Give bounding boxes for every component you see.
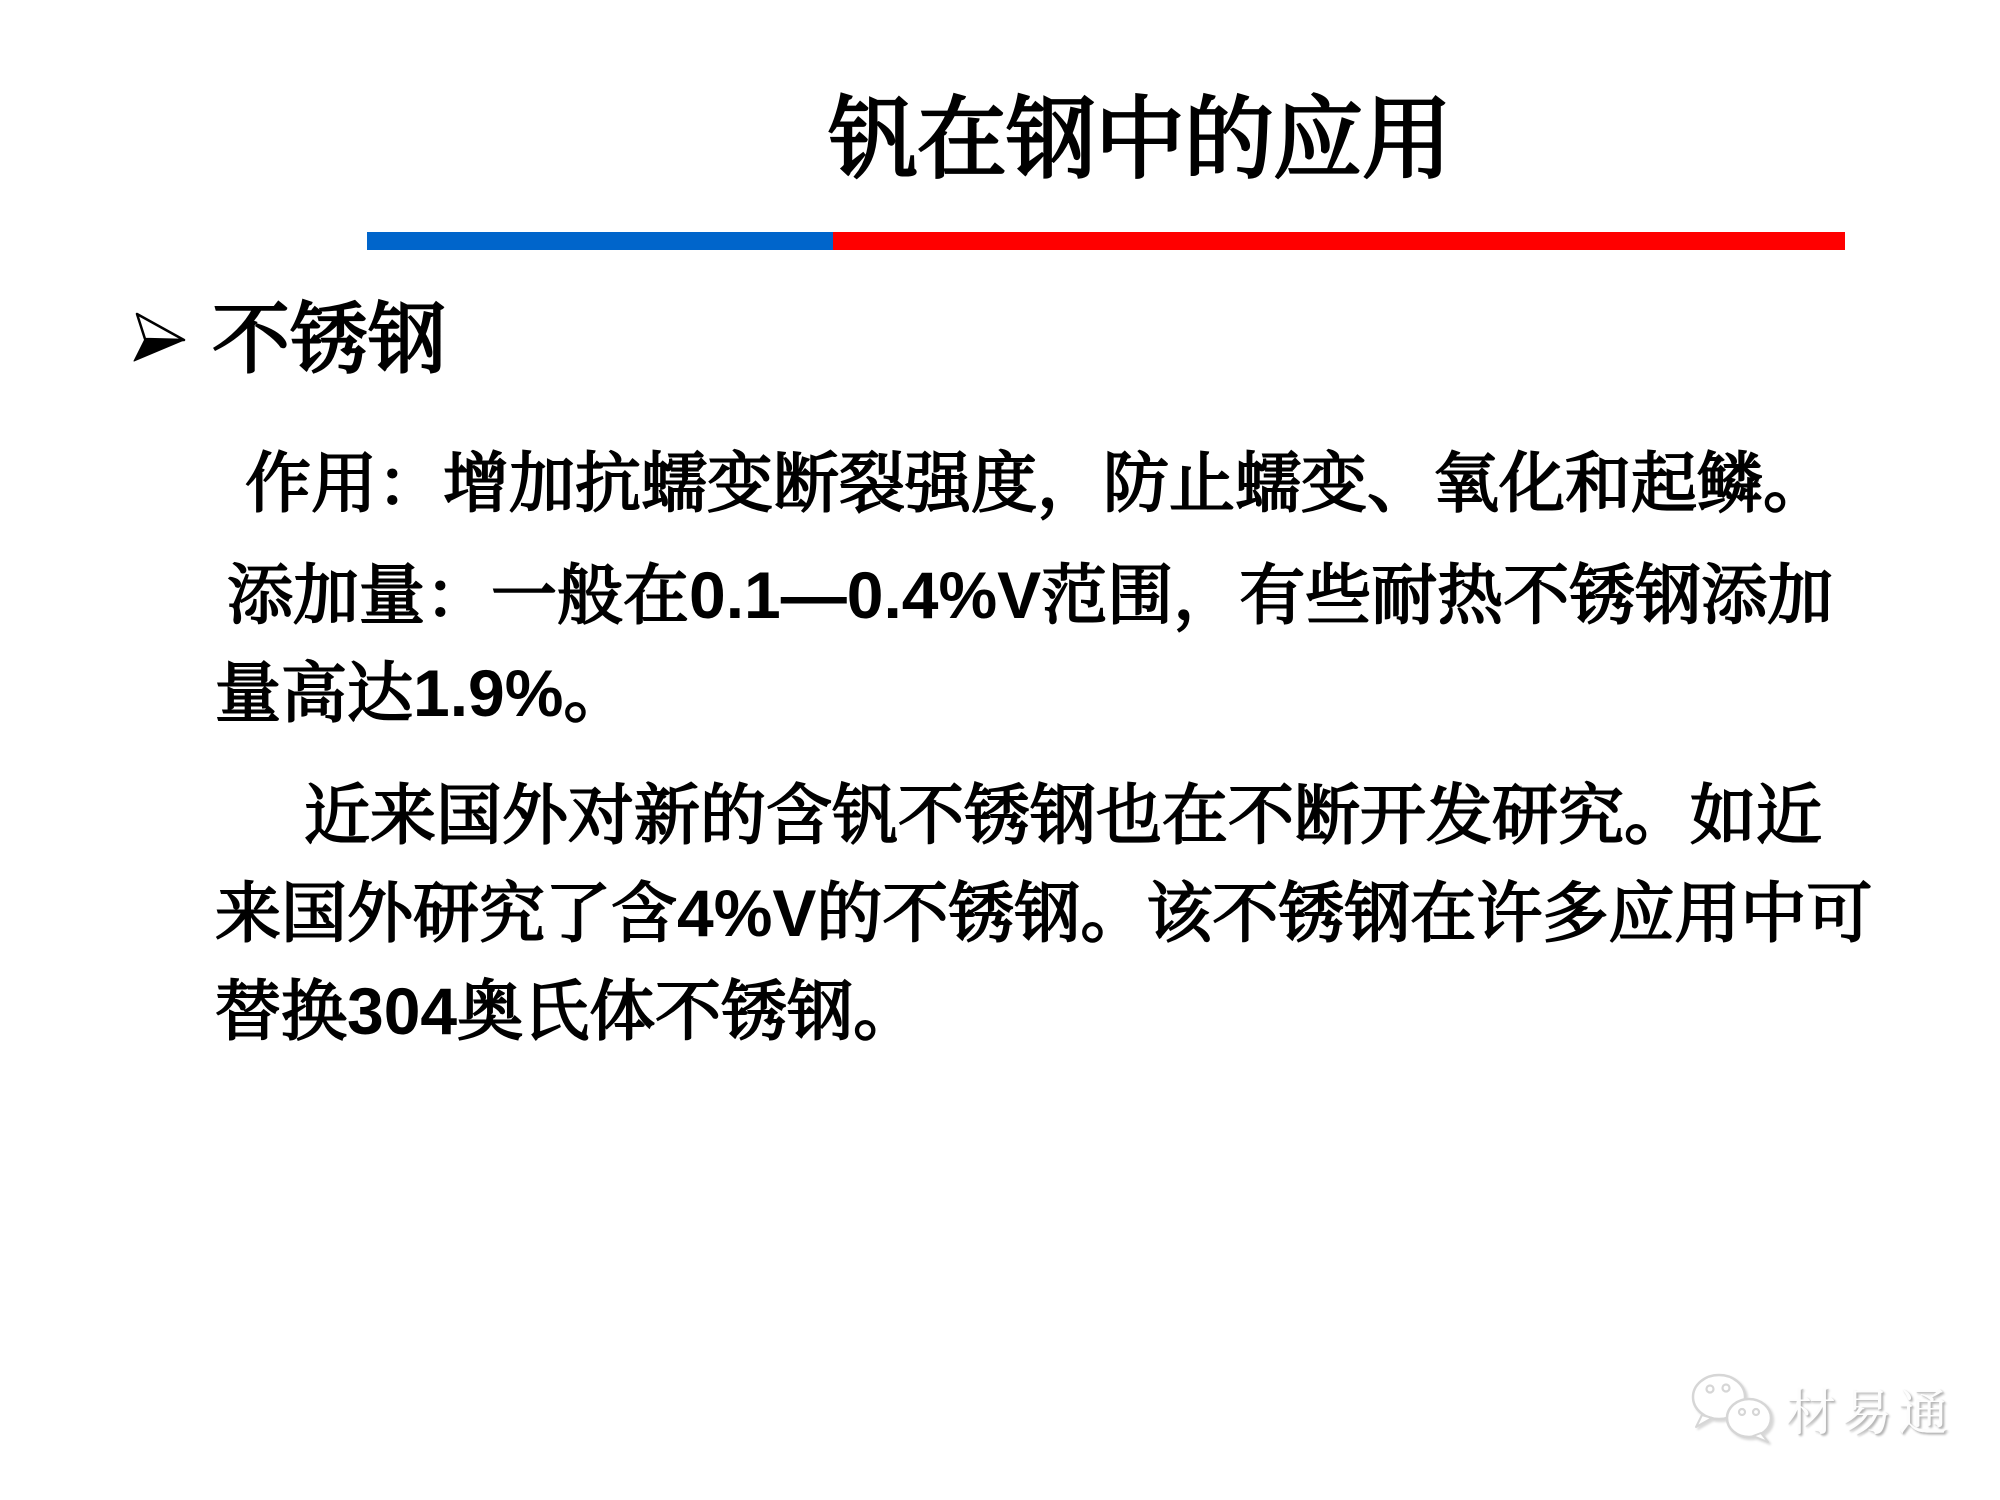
watermark-text: 材易通 bbox=[1786, 1385, 1954, 1441]
paragraph-line: 量高达1.9%。 bbox=[215, 656, 630, 730]
arrowhead-bullet-icon bbox=[132, 310, 190, 364]
title-divider-rule bbox=[367, 232, 1845, 250]
paragraph-research bbox=[215, 766, 1935, 1060]
body-text-block bbox=[215, 434, 1935, 1060]
divider-blue-segment bbox=[367, 232, 833, 250]
paragraph-addition-amount bbox=[215, 546, 1935, 742]
paragraph-line: 近来国外对新的含钒不锈钢也在不断开发研究。如近 bbox=[304, 778, 1822, 852]
slide-title: 钒在钢中的应用 bbox=[828, 90, 1451, 190]
watermark bbox=[1688, 1372, 1954, 1446]
paragraph-line: 添加量：一般在0.1—0.4%V范围，有些耐热不锈钢添加 bbox=[227, 558, 1834, 632]
wechat-logo-icon bbox=[1688, 1372, 1780, 1446]
divider-red-segment bbox=[833, 232, 1845, 250]
section-heading-label: 不锈钢 bbox=[212, 295, 447, 383]
paragraph-line: 替换304奥氏体不锈钢。 bbox=[215, 974, 920, 1048]
paragraph-line: 来国外研究了含4%V的不锈钢。该不锈钢在许多应用中可 bbox=[215, 876, 1873, 950]
paragraph-function bbox=[215, 434, 1935, 532]
paragraph-line: 作用：增加抗蠕变断裂强度，防止蠕变、氧化和起鳞。 bbox=[245, 446, 1829, 520]
section-heading-row bbox=[132, 296, 446, 383]
